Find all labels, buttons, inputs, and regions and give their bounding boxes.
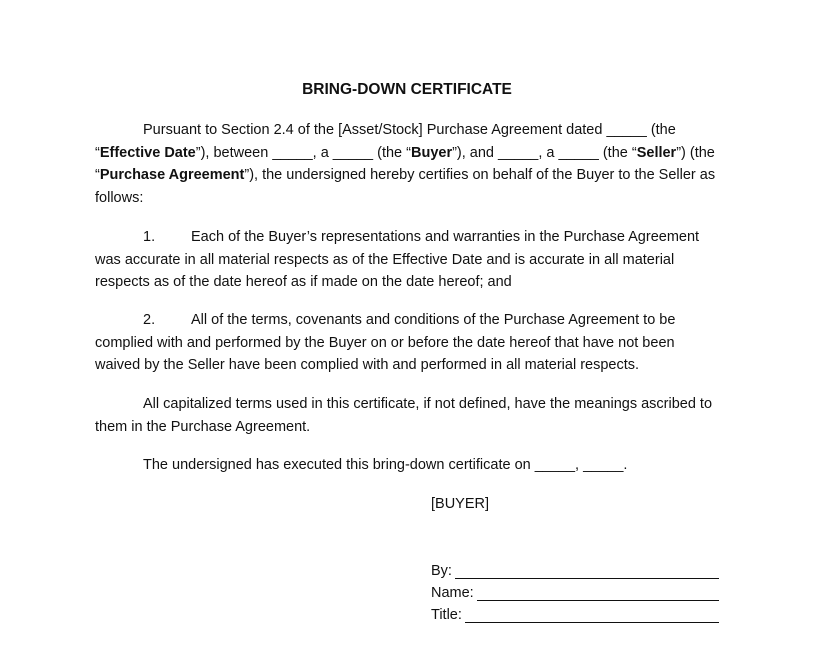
numbered-item-1: [95, 226, 720, 294]
intro-text-4: ”) (the “: [95, 144, 715, 184]
defined-term-buyer: Buyer: [410, 144, 453, 161]
intro-text-1: Pursuant to Section 2.4 of the [Asset/Stock] Purchase Agreement dated _____ (the “: [95, 122, 676, 161]
numbered-item-2: [95, 309, 720, 377]
signature-name-row: [431, 582, 719, 604]
signature-by-row: [431, 560, 719, 582]
signature-by-label: By:: [431, 563, 452, 579]
defined-term-purchase-agreement: Purchase Agreement: [99, 167, 245, 184]
defined-term-seller: Seller: [636, 144, 677, 161]
signature-by-line: [455, 578, 719, 579]
definitions-paragraph: [95, 393, 720, 438]
execution-text: The undersigned has executed this bring-down certificate on _____, _____.: [143, 457, 628, 473]
intro-paragraph: [95, 119, 720, 210]
item-number: 1.: [143, 229, 156, 245]
document-title: BRING-DOWN CERTIFICATE: [302, 81, 512, 98]
signature-title-label: Title:: [431, 607, 462, 623]
signature-title-row: [431, 604, 719, 626]
defined-term-effective-date: Effective Date: [99, 144, 196, 161]
intro-text-5: ”), the undersigned hereby certifies on behalf of the Buyer to the Seller as follows:: [95, 167, 716, 207]
intro-text-3: ”), and _____, a _____ (the “: [452, 144, 637, 161]
signature-party: [BUYER]: [431, 496, 490, 512]
signature-name-label: Name:: [431, 585, 474, 601]
intro-text-2: ”), between _____, a _____ (the “: [195, 144, 411, 161]
execution-paragraph: [95, 454, 720, 477]
item-text: All of the terms, covenants and conditions of the Purchase Agreement to be complied with and performed by the Buyer on or before the date hereof that have not been waived by the Seller have been complied with and performed in all material respects.: [95, 312, 676, 374]
definitions-text: All capitalized terms used in this certificate, if not defined, have the meanings ascribed to them in the Purchase Agreement.: [95, 396, 713, 435]
item-number: 2.: [143, 312, 156, 328]
item-text: Each of the Buyer’s representations and warranties in the Purchase Agreement was accurate in all material respects as of the Effective Date and is accurate in all material respects as of the date hereof as if made on the date hereof; and: [95, 229, 700, 291]
signature-name-line: [477, 600, 719, 601]
signature-title-line: [465, 622, 719, 623]
